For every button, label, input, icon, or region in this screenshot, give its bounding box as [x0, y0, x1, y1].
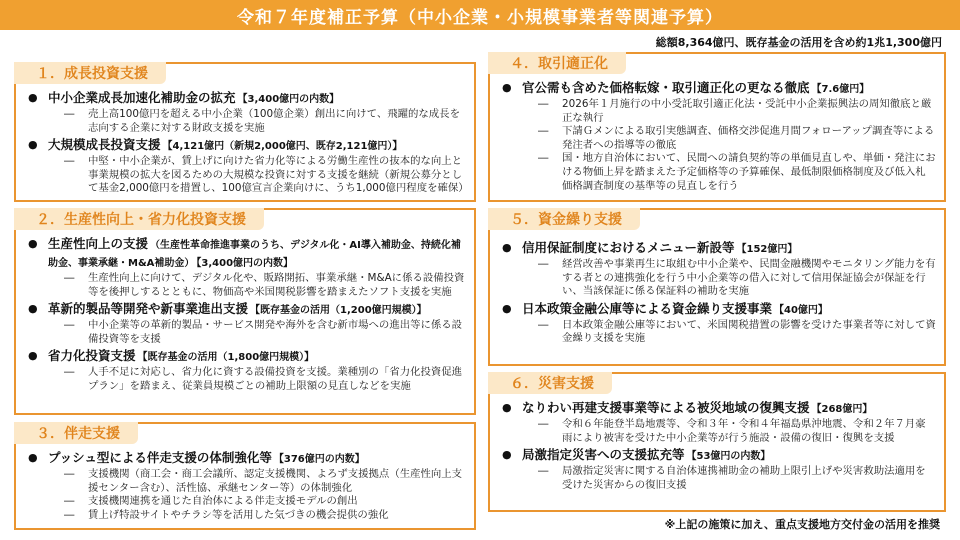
list-item	[500, 80, 936, 193]
item-budget: 【既存基金の活用（1,800億円規模）】	[137, 352, 315, 364]
dash-icon: ―	[538, 152, 549, 165]
dash-icon: ―	[64, 272, 75, 284]
item-detail: 中堅・中小企業が、賃上げに向けた省力化等による労働生産性の抜本的な向上と事業規模の拡大を図るための大規模な投資に対する支援を継続（新規公募分として基金2,000億円を措置し、100億宣言企業向けに、うち1,000億円程度を確保）	[88, 155, 469, 195]
section-financing	[488, 208, 946, 366]
section-title: ４．取引適正化	[488, 52, 626, 74]
item-title: プッシュ型による伴走支援の体制強化等	[48, 450, 272, 465]
bullet-icon: ●	[502, 448, 512, 462]
dash-icon: ―	[538, 465, 549, 478]
page-title: 令和７年度補正予算（中小企業・小規模事業者等関連予算）	[0, 0, 960, 30]
section-title: ３．伴走支援	[14, 422, 138, 444]
dash-icon: ―	[64, 495, 75, 508]
list-item	[26, 137, 469, 196]
dash-icon: ―	[64, 155, 75, 168]
section-body	[500, 80, 936, 195]
bullet-icon: ●	[28, 302, 38, 316]
item-budget: 【152億円】	[736, 244, 798, 255]
section-title: ２．生産性向上・省力化投資支援	[14, 208, 264, 230]
item-title: 局激指定災害への支援拡充等	[522, 447, 685, 463]
item-title: 日本政策金融公庫等による資金繰り支援事業	[522, 300, 773, 316]
section-productivity	[14, 208, 476, 415]
bullet-icon: ●	[28, 237, 38, 250]
item-title: 革新的製品等開発や新事業進出支援	[48, 301, 249, 317]
item-note: （生産性革命推進事業のうち、デジタル化・AI導入補助金、持続化補助金、事業承継・M&A補助金）	[48, 240, 461, 269]
section-disaster	[488, 372, 946, 512]
dash-icon: ―	[64, 319, 75, 332]
list-item	[26, 450, 466, 522]
bullet-icon: ●	[28, 91, 38, 104]
item-detail: 人手不足に対応し、省力化に資する設備投資を支援。業種別の「省力化投資促進プラン」を踏まえ、従業員規模ごとの補助上限額の見直しなどを実施	[88, 366, 463, 392]
dash-icon: ―	[538, 98, 549, 110]
section-growth-investment	[14, 62, 476, 202]
item-detail: 令和６年能登半島地震等、令和３年・令和４年福島県沖地震、令和２年７月豪雨により被害を受けた中小企業等が行う施設・設備の復旧・復興を支援	[562, 418, 926, 444]
dash-icon: ―	[64, 366, 75, 379]
item-detail: 経営改善や事業再生に取組む中小企業や、民間金融機関やモニタリング能力を有する者との連携強化を行う中小企業等の借入に対して信用保証協会が保証を行い、当該保証に係る保証料の補助を実施	[562, 258, 936, 298]
list-item	[500, 240, 936, 299]
section-accompaniment	[14, 422, 476, 530]
list-item	[500, 400, 936, 445]
item-detail: 中小企業等の革新的製品・サービス開発や海外を含む新市場への進出等に係る設備投資等を支援	[88, 319, 463, 345]
section-body	[26, 90, 469, 198]
section-body	[500, 400, 936, 494]
bullet-icon: ●	[502, 401, 512, 414]
item-title: 省力化投資支援	[48, 348, 136, 364]
bullet-icon: ●	[502, 81, 512, 94]
section-title: １．成長投資支援	[14, 62, 166, 84]
bullet-icon: ●	[502, 301, 512, 315]
dash-icon: ―	[64, 468, 75, 480]
item-budget: 【7.6億円】	[811, 84, 870, 95]
footnote: ※上記の施策に加え、重点支援地方交付金の活用を推奨	[664, 518, 940, 531]
item-detail: 生産性向上に向けて、デジタル化や、販路開拓、事業承継・M&Aに係る設備投資等を後押しするとともに、物価高や米国関税影響を踏まえたソフト支援を実施	[88, 272, 465, 298]
item-budget: 【268億円】	[811, 404, 873, 415]
list-item	[26, 236, 466, 299]
list-item	[500, 301, 936, 346]
item-detail: 支援機関連携を通じた自治体による伴走支援モデルの創出	[88, 495, 358, 508]
item-detail: 賃上げ特設サイトやチラシ等を活用した気づきの機会提供の強化	[88, 508, 389, 521]
item-detail: 局激指定災害に関する自治体連携補助金の補助上限引上げや災害救助法適用を受けた災害からの復旧支援	[562, 465, 926, 491]
item-budget: 【53億円の内数】	[686, 451, 771, 463]
item-detail: 2026年１月施行の中小受託取引適正化法・受託中小企業振興法の周知徹底と厳正な執行	[562, 98, 932, 124]
total-budget: 総額8,364億円、既存基金の活用を含め約1兆1,300億円	[655, 36, 942, 49]
dash-icon: ―	[538, 258, 549, 270]
dash-icon: ―	[538, 125, 549, 138]
section-body	[26, 236, 466, 396]
item-title: 大規模成長投資支援	[48, 137, 161, 153]
item-budget: 【376億円の内数】	[273, 454, 365, 465]
list-item	[26, 301, 466, 346]
item-title: なりわい再建支援事業等による被災地域の復興支援	[522, 400, 810, 415]
item-budget: 【4,121億円（新規2,000億円、既存2,121億円）】	[162, 141, 403, 153]
list-item	[26, 348, 466, 393]
item-title: 生産性向上の支援	[48, 236, 149, 251]
list-item	[500, 447, 936, 492]
bullet-icon: ●	[28, 451, 38, 464]
section-body	[26, 450, 466, 524]
item-detail: 日本政策金融公庫等において、米国関税措置の影響を受けた事業者等に対して資金繰り支援を実施	[562, 318, 936, 345]
section-title: ６．災害支援	[488, 372, 612, 394]
dash-icon: ―	[64, 508, 75, 521]
item-title: 信用保証制度におけるメニュー新設等	[522, 240, 735, 255]
bullet-icon: ●	[28, 349, 38, 363]
list-item	[26, 90, 466, 135]
item-detail: 売上高100億円を超える中小企業（100億企業）創出に向けて、飛躍的な成長を志向する企業に対する財政支援を実施	[88, 108, 460, 134]
item-detail: 国・地方自治体において、民間への請負契約等の単価見直しや、単価・発注における物価上昇を踏まえた予定価格等の予算確保、最低制限価格制度及び低入札価格調査制度の基準等の見直しを行う	[562, 152, 936, 192]
dash-icon: ―	[64, 108, 75, 120]
dash-icon: ―	[538, 418, 549, 430]
item-budget: 【3,400億円の内数】	[237, 94, 340, 105]
item-title: 中小企業成長加速化補助金の拡充	[48, 90, 236, 105]
item-budget: 【3,400億円の内数】	[196, 258, 294, 269]
bullet-icon: ●	[502, 241, 512, 254]
section-title: ５．資金繰り支援	[488, 208, 640, 230]
item-budget: 【40億円】	[774, 304, 828, 316]
item-detail: 支援機関（商工会・商工会議所、認定支援機関、よろず支援拠点（生産性向上支援センター含む）、活性協、承継センター等）の体制強化	[88, 468, 463, 494]
item-title: 官公需も含めた価格転嫁・取引適正化の更なる徹底	[522, 80, 810, 95]
dash-icon: ―	[538, 318, 549, 331]
item-detail: 下請Ｇメンによる取引実態調査、価格交渉促進月間フォローアップ調査等による発注者への指導等の徹底	[562, 125, 935, 151]
section-fair-trade	[488, 52, 946, 202]
section-body	[500, 240, 936, 348]
item-budget: 【既存基金の活用（1,200億円規模）】	[250, 305, 427, 317]
bullet-icon: ●	[28, 138, 38, 152]
